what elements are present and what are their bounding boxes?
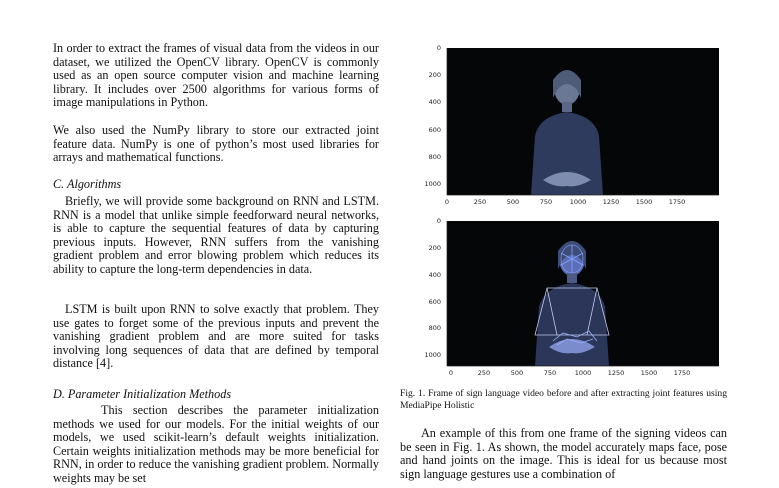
x-tick: 750 <box>543 369 557 377</box>
x-tick: 1000 <box>574 369 592 377</box>
x-tick: 1500 <box>640 369 658 377</box>
x-tick: 1750 <box>668 198 686 206</box>
paragraph-parameter-init: This section describes the parameter initialization methods we used for our models. For the initial weights of our models, we used scikit-learn’s default weights initialization. Certain weights initialization methods may be more beneficial for RNN, in order to reduce the vanishing gradient problem. Normally weights may be set <box>53 403 379 485</box>
figure-frame-before <box>424 40 727 217</box>
paragraph-numpy: We also used the NumPy library to store our extracted joint feature data. NumPy is one of python’s most used libraries for arrays and mathematical functions. <box>53 123 379 165</box>
y-tick: 200 <box>428 244 441 252</box>
x-tick: 1250 <box>607 369 625 377</box>
x-tick: 750 <box>539 198 553 206</box>
x-tick: 500 <box>510 369 524 377</box>
y-tick: 600 <box>428 298 441 306</box>
y-axis-ticks <box>424 44 441 188</box>
y-tick: 1000 <box>424 180 441 188</box>
y-tick: 200 <box>428 71 441 79</box>
x-tick: 250 <box>473 198 487 206</box>
x-tick: 0 <box>448 369 454 377</box>
x-tick: 1500 <box>635 198 653 206</box>
y-tick: 0 <box>436 44 441 52</box>
y-tick: 400 <box>428 98 441 106</box>
paragraph-rnn: Briefly, we will provide some background on RNN and LSTM. RNN is a model that unlike simple feedforward neural networks, is able to capture the sequential features of data by capturing previous inputs. However, RNN suffers from the vanishing gradient problem and error blowing problem which reduces its ability to capture the long-term dependencies in data. <box>53 194 379 276</box>
x-tick: 500 <box>506 198 520 206</box>
x-tick: 1000 <box>569 198 587 206</box>
y-tick: 800 <box>428 153 441 161</box>
y-tick: 0 <box>436 217 441 225</box>
paragraph-example: An example of this from one frame of the signing videos can be seen in Fig. 1. As shown, the model accurately maps face, pose and hand joints on the image. This is ideal for us because most sign language gestures use a combination of <box>400 426 727 481</box>
x-tick: 0 <box>444 198 450 206</box>
section-heading-algorithms: C. Algorithms <box>53 177 122 191</box>
section-heading-parameter-init: D. Parameter Initialization Methods <box>53 387 232 401</box>
x-axis-ticks <box>449 369 690 377</box>
y-axis-ticks <box>424 217 441 359</box>
x-tick: 1250 <box>602 198 620 206</box>
x-axis-ticks <box>445 198 685 206</box>
x-tick: 250 <box>477 369 491 377</box>
x-tick: 1750 <box>673 369 691 377</box>
figure-frame-after <box>424 213 727 390</box>
paragraph-opencv: In order to extract the frames of visual data from the videos in our dataset, we utilized the OpenCV library. OpenCV is commonly used as an open source computer vision and machine learning library. It includes over 2500 algorithms for various forms of image manipulations in Python. <box>53 41 379 110</box>
y-tick: 800 <box>428 324 441 332</box>
y-tick: 400 <box>428 271 441 279</box>
y-tick: 1000 <box>424 351 441 359</box>
figure-caption: Fig. 1. Frame of sign language video before and after extracting joint features using MediaPipe Holistic <box>400 388 727 411</box>
y-tick: 600 <box>428 126 441 134</box>
paragraph-lstm: LSTM is built upon RNN to solve exactly that problem. They use gates to forget some of the previous inputs and prevent the vanishing gradient problem and are more suited for tasks involving long sequences of data that are defined by temporal distance [4]. <box>53 302 379 371</box>
